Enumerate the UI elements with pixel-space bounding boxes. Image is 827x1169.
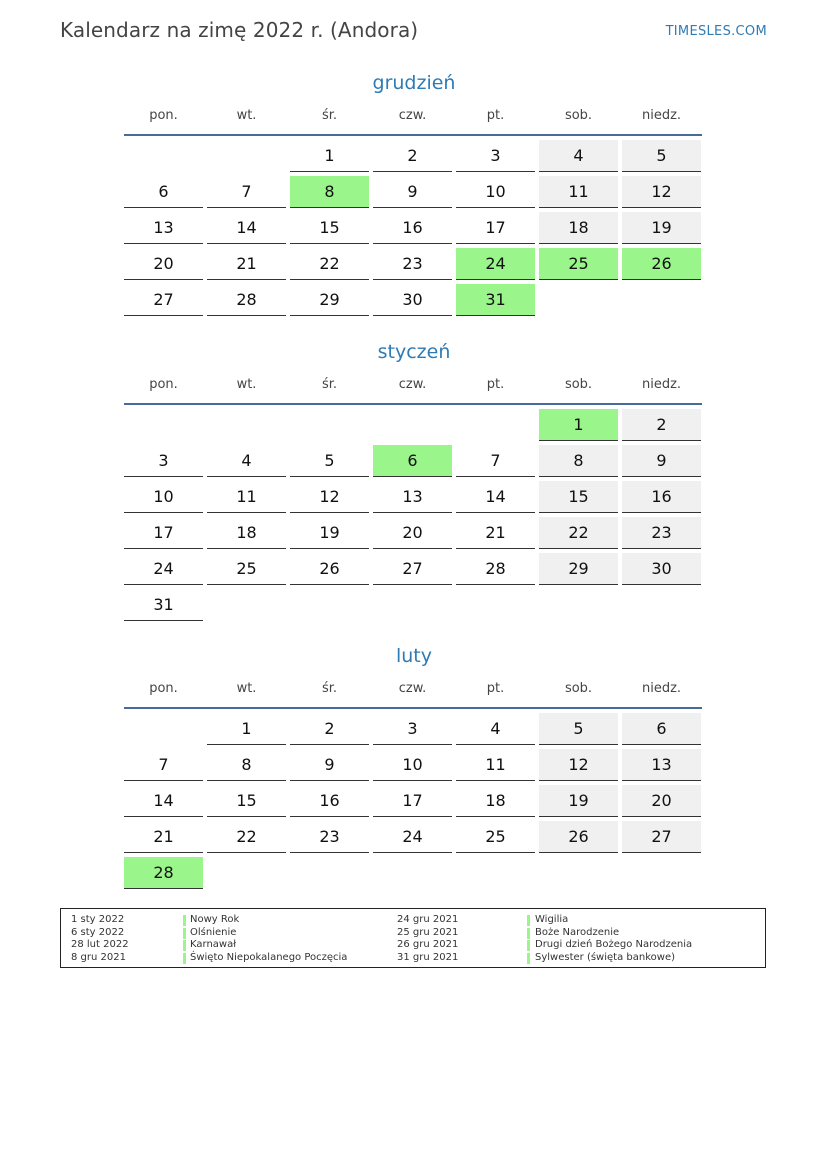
day-cell: 13 bbox=[622, 749, 701, 781]
week-row bbox=[124, 713, 704, 749]
empty-cell bbox=[622, 857, 701, 889]
day-cell: 30 bbox=[373, 284, 452, 316]
weekday-label: sob. bbox=[564, 681, 593, 696]
day-cell: 26 bbox=[539, 821, 618, 853]
day-cell: 29 bbox=[290, 284, 369, 316]
legend-holiday-name: Wigilia bbox=[535, 914, 569, 925]
day-cell: 11 bbox=[207, 481, 286, 513]
day-cell: 19 bbox=[622, 212, 701, 244]
day-cell: 8 bbox=[207, 749, 286, 781]
week-list bbox=[124, 136, 704, 320]
day-cell: 29 bbox=[539, 553, 618, 585]
day-cell: 31 bbox=[124, 589, 203, 621]
weekday-label: śr. bbox=[321, 108, 338, 123]
empty-cell bbox=[124, 140, 203, 172]
legend-marker bbox=[183, 940, 186, 951]
day-cell: 12 bbox=[290, 481, 369, 513]
day-cell: 3 bbox=[456, 140, 535, 172]
day-cell: 5 bbox=[622, 140, 701, 172]
weekday-label: pt. bbox=[486, 108, 505, 123]
weekday-header-row bbox=[124, 367, 704, 397]
day-cell: 14 bbox=[207, 212, 286, 244]
empty-cell bbox=[290, 589, 369, 621]
weekday-label: czw. bbox=[398, 108, 427, 123]
legend-holiday-name: Nowy Rok bbox=[190, 914, 240, 925]
day-cell: 8 bbox=[539, 445, 618, 477]
legend-date: 1 sty 2022 bbox=[71, 914, 125, 925]
day-cell: 24 bbox=[124, 553, 203, 585]
month-december bbox=[124, 68, 704, 320]
week-row bbox=[124, 517, 704, 553]
day-cell: 17 bbox=[124, 517, 203, 549]
day-cell: 18 bbox=[207, 517, 286, 549]
legend-holiday-name: Drugi dzień Bożego Narodzenia bbox=[535, 939, 693, 950]
day-cell: 4 bbox=[539, 140, 618, 172]
empty-cell bbox=[456, 857, 535, 889]
day-cell: 27 bbox=[622, 821, 701, 853]
month-title: styczeń bbox=[377, 341, 451, 363]
day-cell: 12 bbox=[622, 176, 701, 208]
day-cell: 1 bbox=[539, 409, 618, 441]
brand-link[interactable]: TIMESLES.COM bbox=[665, 24, 767, 39]
empty-cell bbox=[373, 857, 452, 889]
day-cell: 6 bbox=[124, 176, 203, 208]
day-cell: 23 bbox=[622, 517, 701, 549]
day-cell: 27 bbox=[124, 284, 203, 316]
day-cell: 15 bbox=[290, 212, 369, 244]
day-cell: 28 bbox=[124, 857, 203, 889]
day-cell: 21 bbox=[207, 248, 286, 280]
day-cell: 20 bbox=[622, 785, 701, 817]
day-cell: 14 bbox=[456, 481, 535, 513]
weekday-label: wt. bbox=[236, 108, 257, 123]
legend-marker bbox=[183, 928, 186, 939]
day-cell: 22 bbox=[207, 821, 286, 853]
legend-holiday-name: Boże Narodzenie bbox=[535, 926, 620, 938]
day-cell: 9 bbox=[622, 445, 701, 477]
day-cell: 6 bbox=[373, 445, 452, 477]
day-cell: 28 bbox=[456, 553, 535, 585]
day-cell: 31 bbox=[456, 284, 535, 316]
week-row bbox=[124, 140, 704, 176]
day-cell: 10 bbox=[124, 481, 203, 513]
page-title: Kalendarz na zimę 2022 r. (Andora) bbox=[60, 18, 419, 42]
day-cell: 30 bbox=[622, 553, 701, 585]
week-row bbox=[124, 248, 704, 284]
day-cell: 21 bbox=[456, 517, 535, 549]
day-cell: 13 bbox=[373, 481, 452, 513]
day-cell: 28 bbox=[207, 284, 286, 316]
day-cell: 16 bbox=[373, 212, 452, 244]
day-cell: 14 bbox=[124, 785, 203, 817]
day-cell: 24 bbox=[373, 821, 452, 853]
day-cell: 9 bbox=[290, 749, 369, 781]
day-cell: 7 bbox=[456, 445, 535, 477]
day-cell: 8 bbox=[290, 176, 369, 208]
empty-cell bbox=[207, 589, 286, 621]
empty-cell bbox=[207, 140, 286, 172]
weekday-label: pon. bbox=[149, 108, 178, 123]
empty-cell bbox=[207, 857, 286, 889]
weekday-label: czw. bbox=[398, 681, 427, 696]
weekday-label: pt. bbox=[486, 681, 505, 696]
day-cell: 22 bbox=[290, 248, 369, 280]
holiday-legend bbox=[60, 908, 766, 968]
day-cell: 2 bbox=[622, 409, 701, 441]
day-cell: 5 bbox=[290, 445, 369, 477]
day-cell: 26 bbox=[622, 248, 701, 280]
legend-date: 8 gru 2021 bbox=[71, 951, 126, 963]
weekday-label: sob. bbox=[564, 108, 593, 123]
legend-marker bbox=[183, 915, 186, 926]
month-february bbox=[124, 641, 704, 893]
day-cell: 27 bbox=[373, 553, 452, 585]
day-cell: 21 bbox=[124, 821, 203, 853]
day-cell: 20 bbox=[373, 517, 452, 549]
weekday-header-row bbox=[124, 671, 704, 701]
day-cell: 11 bbox=[539, 176, 618, 208]
week-list bbox=[124, 709, 704, 893]
day-cell: 11 bbox=[456, 749, 535, 781]
legend-date: 6 sty 2022 bbox=[71, 926, 125, 938]
weekday-label: wt. bbox=[236, 377, 257, 392]
day-cell: 23 bbox=[290, 821, 369, 853]
empty-cell bbox=[622, 284, 701, 316]
weekday-label: pon. bbox=[149, 377, 178, 392]
week-row bbox=[124, 409, 704, 445]
legend-date: 25 gru 2021 bbox=[397, 926, 459, 938]
day-cell: 20 bbox=[124, 248, 203, 280]
weekday-label: pon. bbox=[149, 681, 178, 696]
day-cell: 9 bbox=[373, 176, 452, 208]
legend-holiday-name: Olśnienie bbox=[190, 926, 237, 938]
legend-date: 31 gru 2021 bbox=[397, 951, 459, 963]
legend-holiday-name: Karnawał bbox=[190, 939, 237, 950]
weekday-label: wt. bbox=[236, 681, 257, 696]
week-row bbox=[124, 212, 704, 248]
empty-cell bbox=[539, 284, 618, 316]
weekday-label: śr. bbox=[321, 377, 338, 392]
day-cell: 16 bbox=[622, 481, 701, 513]
day-cell: 10 bbox=[456, 176, 535, 208]
weekday-label: niedz. bbox=[641, 377, 682, 392]
day-cell: 18 bbox=[456, 785, 535, 817]
day-cell: 26 bbox=[290, 553, 369, 585]
day-cell: 4 bbox=[207, 445, 286, 477]
day-cell: 24 bbox=[456, 248, 535, 280]
day-cell: 17 bbox=[456, 212, 535, 244]
day-cell: 7 bbox=[207, 176, 286, 208]
month-january bbox=[124, 337, 704, 625]
day-cell: 6 bbox=[622, 713, 701, 745]
legend-date: 24 gru 2021 bbox=[397, 914, 459, 925]
empty-cell bbox=[373, 409, 452, 441]
legend-marker bbox=[183, 953, 186, 964]
legend-holiday-name: Święto Niepokalanego Poczęcia bbox=[190, 951, 348, 963]
week-row bbox=[124, 821, 704, 857]
weekday-label: śr. bbox=[321, 681, 338, 696]
week-row bbox=[124, 284, 704, 320]
day-cell: 19 bbox=[290, 517, 369, 549]
day-cell: 7 bbox=[124, 749, 203, 781]
day-cell: 2 bbox=[290, 713, 369, 745]
empty-cell bbox=[539, 857, 618, 889]
day-cell: 25 bbox=[539, 248, 618, 280]
weekday-header-row bbox=[124, 98, 704, 128]
legend-date: 26 gru 2021 bbox=[397, 939, 459, 950]
week-row bbox=[124, 445, 704, 481]
legend-date: 28 lut 2022 bbox=[71, 939, 129, 950]
weekday-label: sob. bbox=[564, 377, 593, 392]
day-cell: 23 bbox=[373, 248, 452, 280]
week-row bbox=[124, 481, 704, 517]
day-cell: 18 bbox=[539, 212, 618, 244]
empty-cell bbox=[124, 409, 203, 441]
empty-cell bbox=[456, 589, 535, 621]
day-cell: 15 bbox=[207, 785, 286, 817]
empty-cell bbox=[539, 589, 618, 621]
day-cell: 3 bbox=[124, 445, 203, 477]
week-row bbox=[124, 749, 704, 785]
week-row bbox=[124, 785, 704, 821]
legend-marker bbox=[527, 928, 530, 939]
legend-marker bbox=[527, 940, 530, 951]
weekday-label: niedz. bbox=[641, 681, 682, 696]
week-row bbox=[124, 176, 704, 212]
day-cell: 5 bbox=[539, 713, 618, 745]
empty-cell bbox=[373, 589, 452, 621]
day-cell: 4 bbox=[456, 713, 535, 745]
day-cell: 12 bbox=[539, 749, 618, 781]
day-cell: 25 bbox=[456, 821, 535, 853]
empty-cell bbox=[124, 713, 203, 745]
empty-cell bbox=[456, 409, 535, 441]
day-cell: 15 bbox=[539, 481, 618, 513]
legend-marker bbox=[527, 915, 530, 926]
day-cell: 22 bbox=[539, 517, 618, 549]
day-cell: 3 bbox=[373, 713, 452, 745]
weekday-label: niedz. bbox=[641, 108, 682, 123]
month-title: luty bbox=[395, 645, 432, 667]
empty-cell bbox=[622, 589, 701, 621]
week-list bbox=[124, 405, 704, 625]
empty-cell bbox=[207, 409, 286, 441]
legend-holiday-name: Sylwester (święta bankowe) bbox=[535, 951, 675, 963]
day-cell: 17 bbox=[373, 785, 452, 817]
day-cell: 1 bbox=[290, 140, 369, 172]
week-row bbox=[124, 589, 704, 625]
empty-cell bbox=[290, 857, 369, 889]
empty-cell bbox=[290, 409, 369, 441]
day-cell: 16 bbox=[290, 785, 369, 817]
month-title: grudzień bbox=[372, 72, 456, 94]
week-row bbox=[124, 553, 704, 589]
week-row bbox=[124, 857, 704, 893]
day-cell: 10 bbox=[373, 749, 452, 781]
legend-marker bbox=[527, 953, 530, 964]
day-cell: 2 bbox=[373, 140, 452, 172]
day-cell: 19 bbox=[539, 785, 618, 817]
weekday-label: czw. bbox=[398, 377, 427, 392]
day-cell: 13 bbox=[124, 212, 203, 244]
weekday-label: pt. bbox=[486, 377, 505, 392]
day-cell: 1 bbox=[207, 713, 286, 745]
day-cell: 25 bbox=[207, 553, 286, 585]
